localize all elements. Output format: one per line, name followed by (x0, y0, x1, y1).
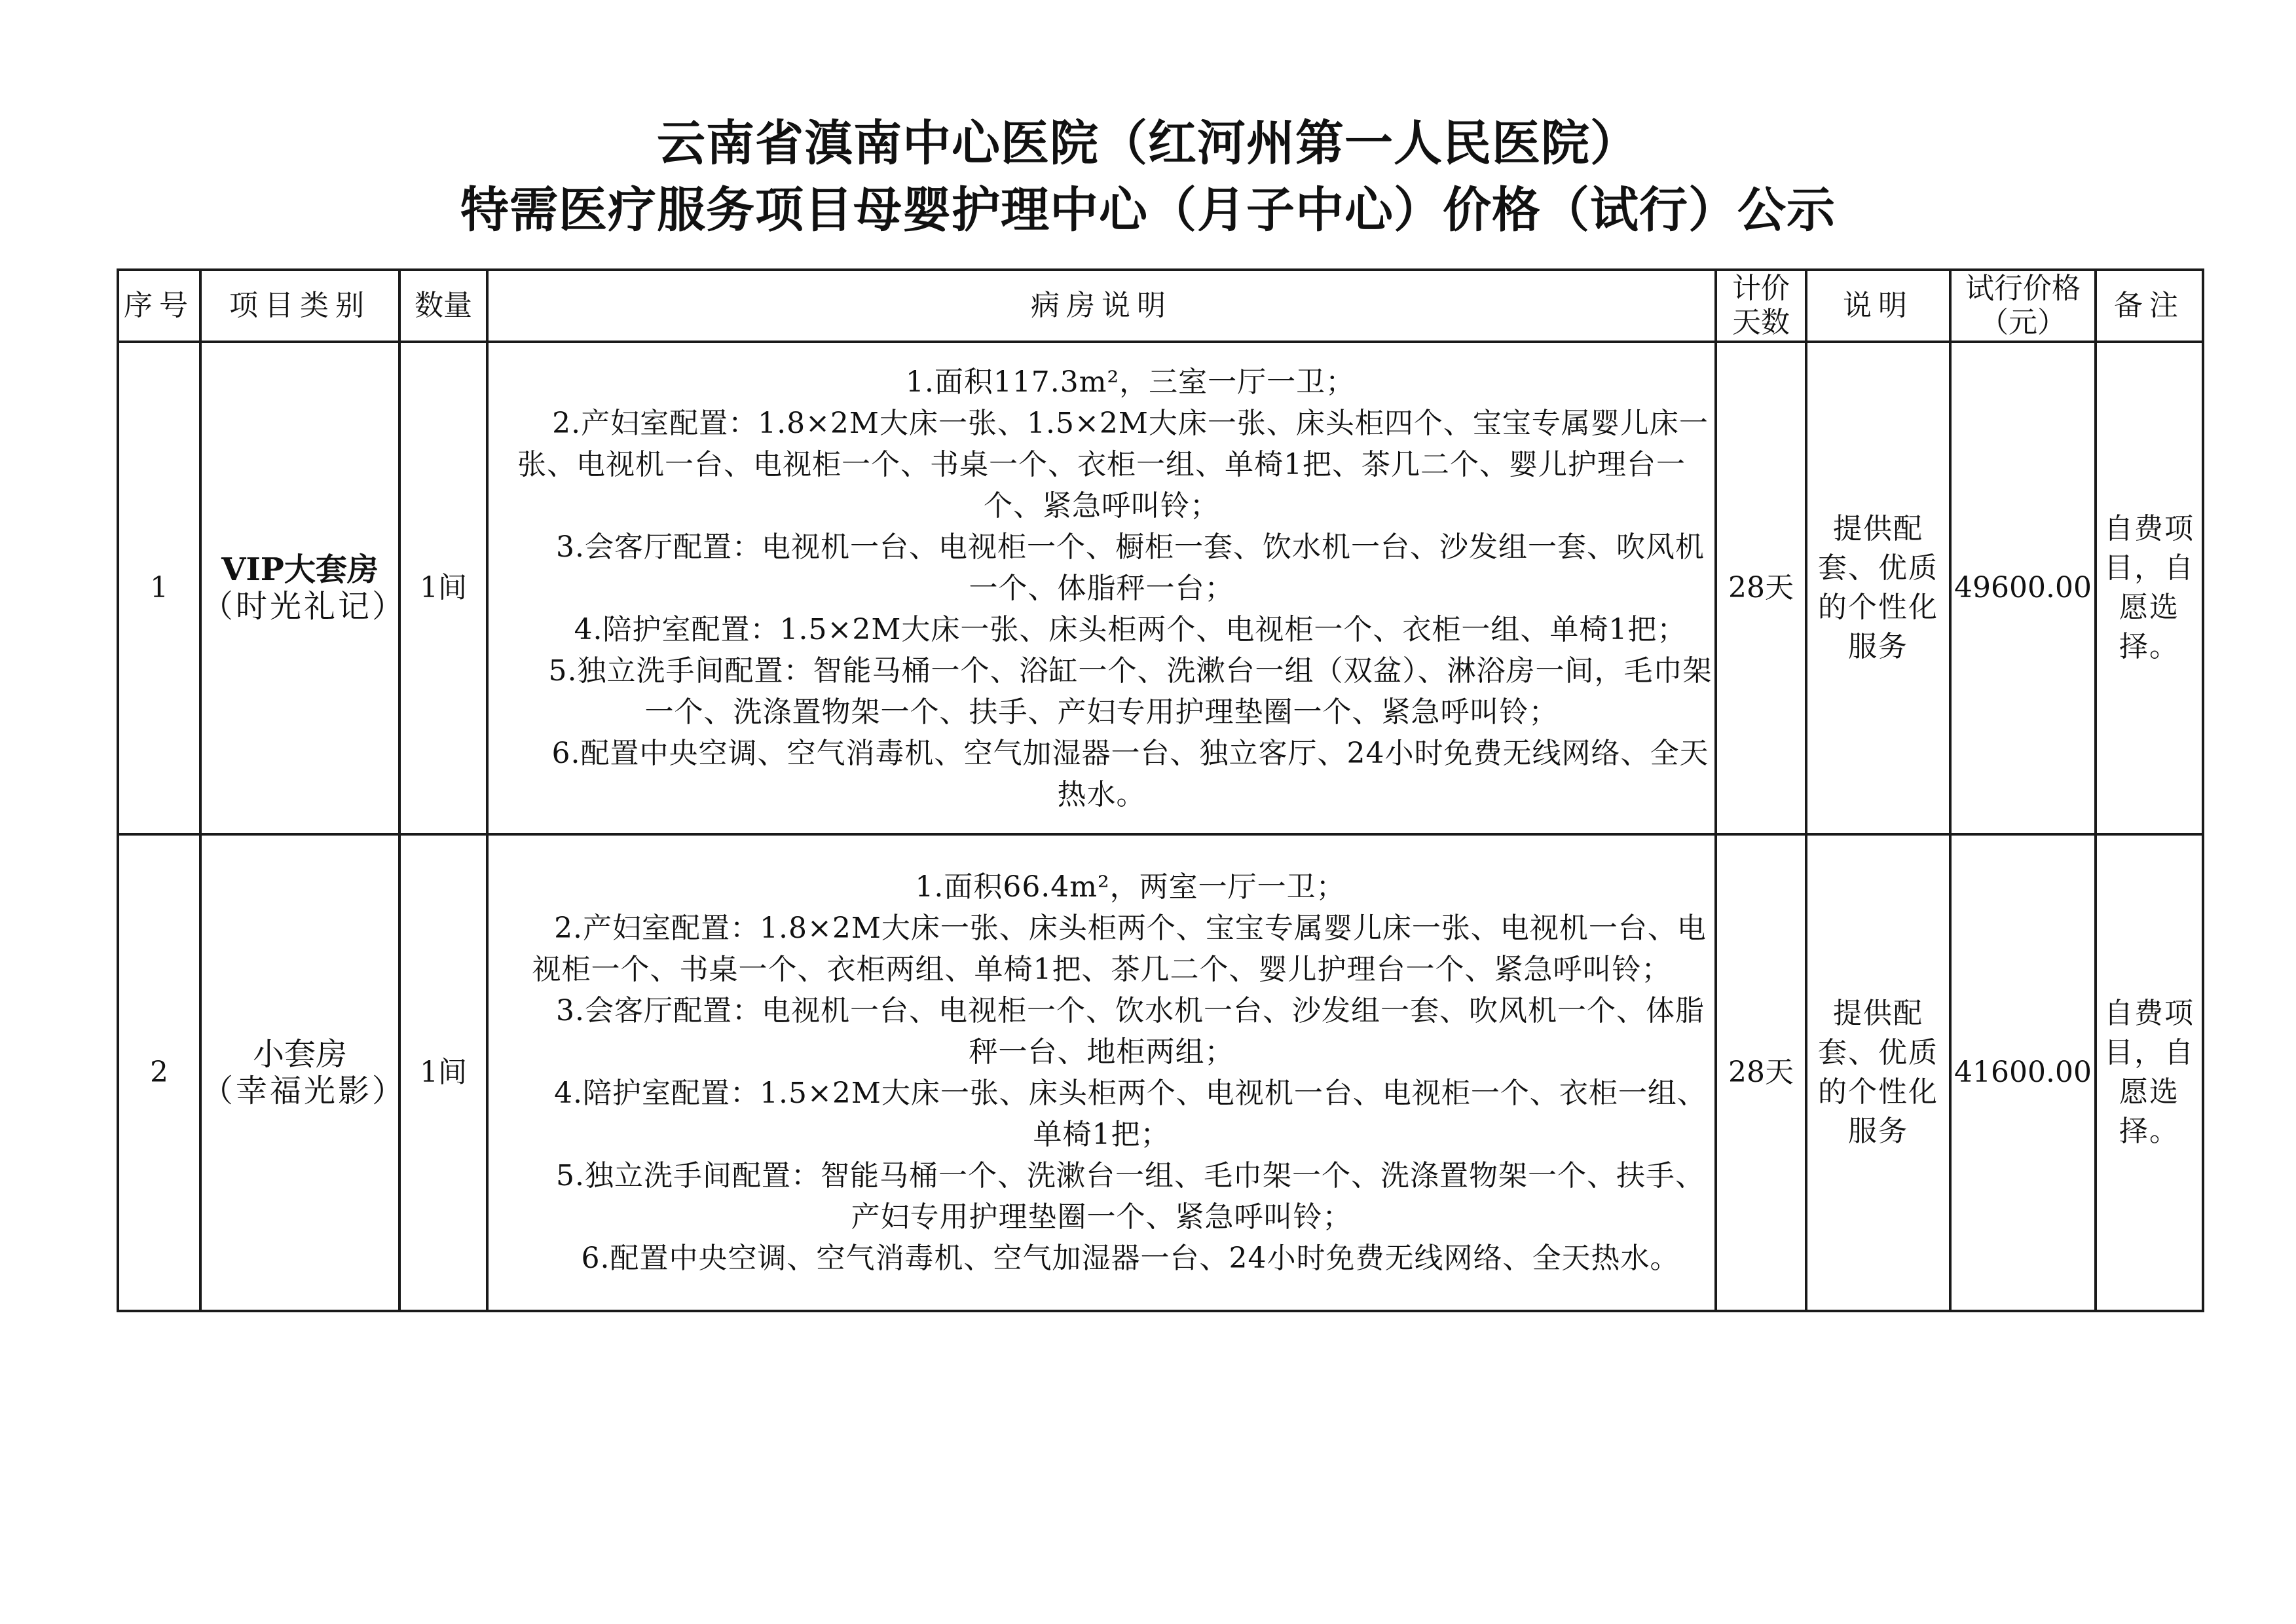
header-remark: 备注 (2096, 270, 2203, 342)
room-type-name: VIP大套房 (221, 551, 379, 588)
desc-item: 3.会客厅配置：电视机一台、电视柜一个、饮水机一台、沙发组一套、吹风机一个、体脂秤一台、地柜两组； (556, 994, 1705, 1069)
desc-item: 5.独立洗手间配置：智能马桶一个、浴缸一个、洗漱台一组（双盆）、淋浴房一间，毛巾架一个、洗涤置物架一个、扶手、产妇专用护理垫圈一个、紧急呼叫铃； (548, 654, 1713, 729)
room-type-theme: （幸福光影） (202, 1073, 407, 1109)
cell-trial-price: 41600.00 (1950, 834, 2096, 1311)
desc-item: 6.配置中央空调、空气消毒机、空气加湿器一台、独立客厅、24小时免费无线网络、全天热水。 (551, 736, 1709, 811)
title-line-2: 特需医疗服务项目母婴护理中心（月子中心）价格（试行）公示 (460, 182, 1836, 238)
price-table (117, 268, 2204, 1312)
desc-item: 2.产妇室配置：1.8×2M大床一张、1.5×2M大床一张、床头柜四个、宝宝专属婴儿床一张、电视机一台、电视柜一个、书桌一个、衣柜一组、单椅1把、茶几二个、婴儿护理台一个、紧急呼叫铃； (517, 406, 1709, 523)
title-line-1: 云南省滇南中心医院（红河州第一人民医院） (657, 115, 1639, 172)
desc-item: 1.面积66.4m²，两室一厅一卫； (915, 870, 1346, 904)
cell-quantity: 1间 (399, 834, 487, 1311)
header-trial-price: 试行价格 （元） (1950, 270, 2096, 342)
desc-item: 4.陪护室配置：1.5×2M大床一张、床头柜两个、电视机一台、电视柜一个、衣柜一组、单椅1把； (554, 1077, 1707, 1151)
cell-room-type (200, 342, 407, 834)
table-row (118, 834, 2203, 1311)
cell-room-type (200, 834, 407, 1311)
desc-item: 6.配置中央空调、空气消毒机、空气加湿器一台、24小时免费无线网络、全天热水。 (581, 1242, 1680, 1275)
cell-room-description (487, 834, 1716, 1311)
cell-quantity: 1间 (399, 342, 487, 834)
table-header-row (118, 270, 2203, 342)
desc-item: 4.陪护室配置：1.5×2M大床一张、床头柜两个、电视柜一个、衣柜一组、单椅1把； (574, 612, 1687, 646)
header-category: 项目类别 (200, 270, 399, 342)
header-billing-days: 计价 天数 (1716, 270, 1806, 342)
cell-remark: 自费项目，自愿选择。 (2096, 342, 2203, 834)
cell-trial-price: 49600.00 (1950, 342, 2096, 834)
cell-seq: 2 (118, 834, 200, 1311)
header-explain: 说明 (1806, 270, 1950, 342)
header-quantity: 数量 (399, 270, 487, 342)
header-description: 病房说明 (487, 270, 1716, 342)
room-type-name: 小套房 (252, 1036, 347, 1073)
document-title (0, 110, 2296, 244)
cell-seq: 1 (118, 342, 200, 834)
cell-explain: 提供配套、优质的个性化服务 (1806, 834, 1950, 1311)
desc-item: 3.会客厅配置：电视机一台、电视柜一个、橱柜一套、饮水机一台、沙发组一套、吹风机一个、体脂秤一台； (556, 530, 1705, 605)
table-row (118, 342, 2203, 834)
desc-item: 5.独立洗手间配置：智能马桶一个、洗漱台一组、毛巾架一个、洗涤置物架一个、扶手、产妇专用护理垫圈一个、紧急呼叫铃； (556, 1159, 1705, 1234)
cell-billing-days: 28天 (1716, 834, 1806, 1311)
room-type-theme: （时光礼记） (202, 588, 407, 625)
cell-remark: 自费项目，自愿选择。 (2096, 834, 2203, 1311)
cell-room-description (487, 342, 1716, 834)
cell-explain: 提供配套、优质的个性化服务 (1806, 342, 1950, 834)
header-seq: 序号 (118, 270, 200, 342)
desc-item: 2.产妇室配置：1.8×2M大床一张、床头柜两个、宝宝专属婴儿床一张、电视机一台、电视柜一个、书桌一个、衣柜两组、单椅1把、茶几二个、婴儿护理台一个、紧急呼叫铃； (532, 912, 1707, 986)
desc-item: 1.面积117.3m²，三室一厅一卫； (905, 365, 1356, 399)
cell-billing-days: 28天 (1716, 342, 1806, 834)
